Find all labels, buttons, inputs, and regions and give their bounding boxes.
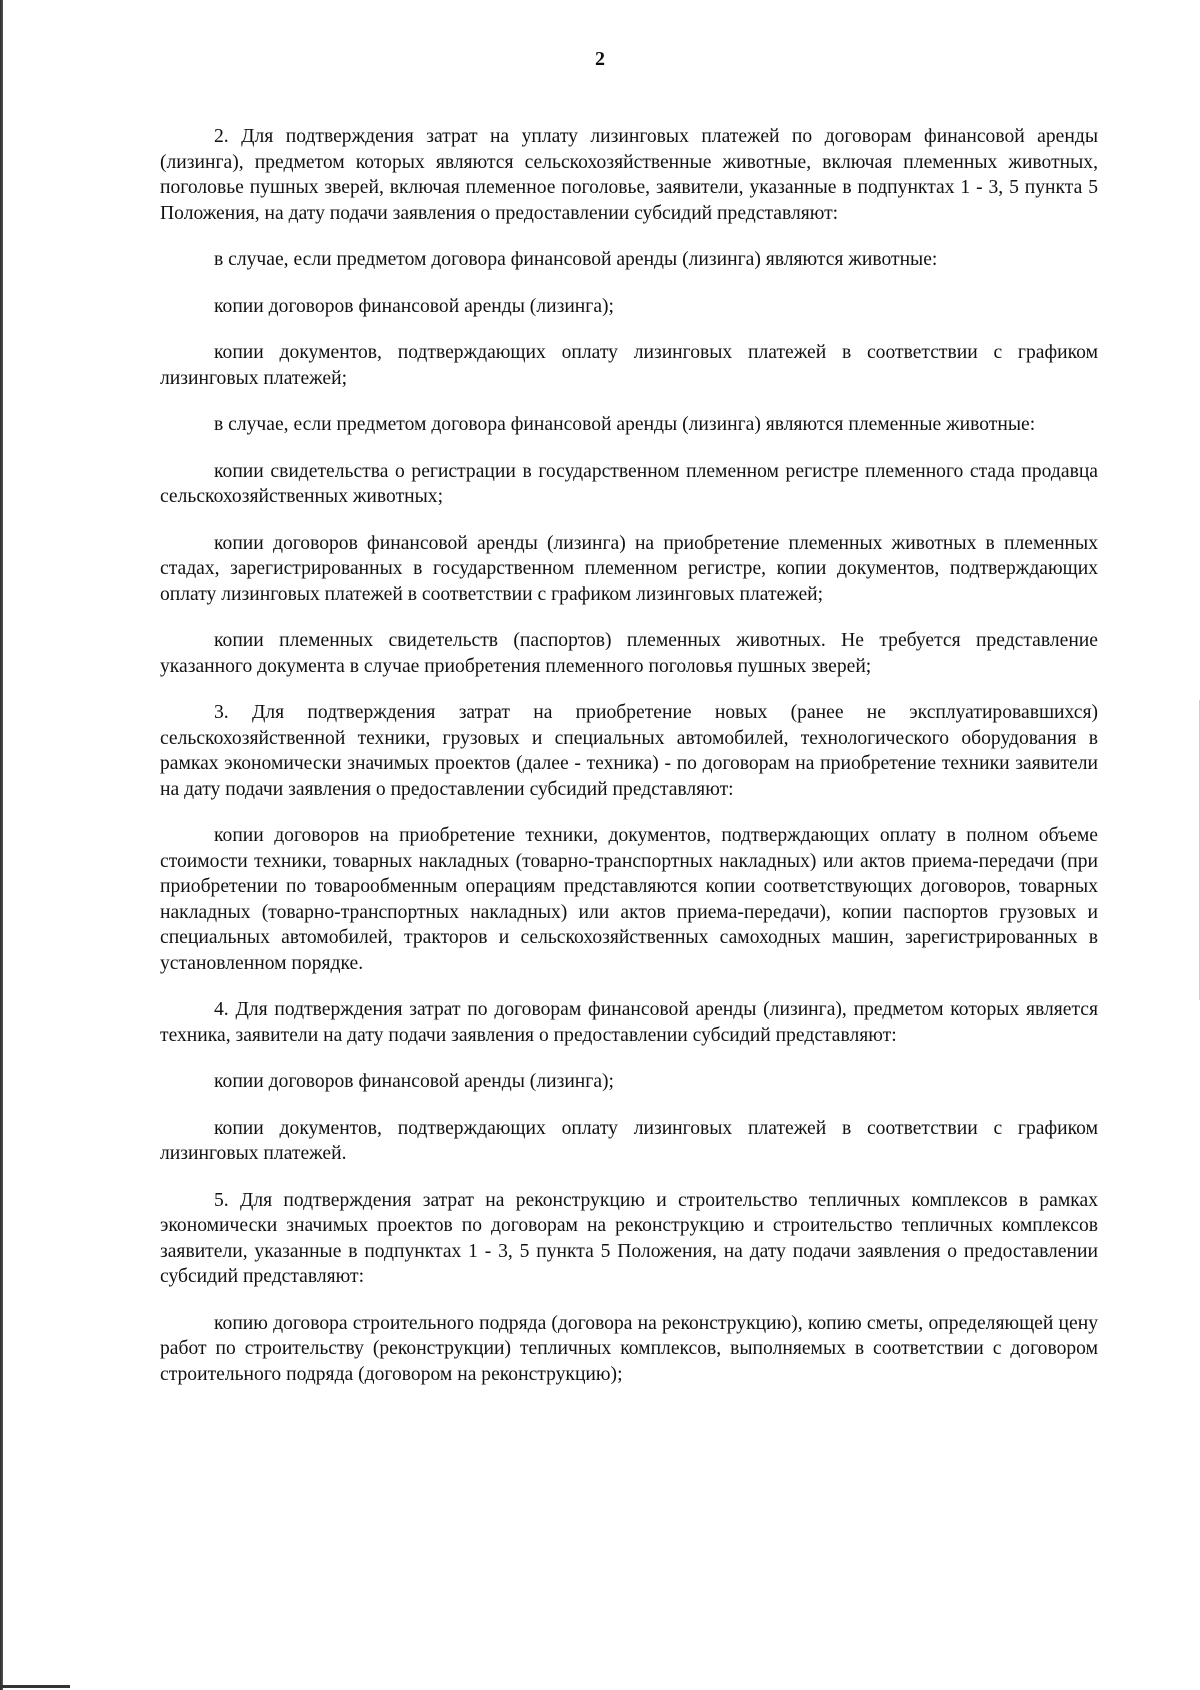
paragraph-breeding-passports: копии племенных свидетельств (паспортов) племенных животных. Не требуется представление указанного документа в случае приобретения племенного поголовья пушных зверей; (160, 630, 1098, 677)
paragraph-3: 3. Для подтверждения затрат на приобретение новых (ранее не эксплуатировавшихся) сельскохозяйственной техники, грузовых и специальных автомобилей, технологического оборудования в рамках экономически значимых проектов (далее - техника) - по договорам на приобретение техники заявители на дату подачи заявления о предоставлении субсидий представляют: (160, 702, 1098, 800)
page-number: 2 (595, 48, 605, 70)
paragraph-animals-case: в случае, если предметом договора финансовой аренды (лизинга) являются животные: (214, 249, 938, 270)
paragraph-4: 4. Для подтверждения затрат по договорам финансовой аренды (лизинга), предметом которых является техника, заявители на дату подачи заявления о предоставлении субсидий представляют: (160, 999, 1098, 1046)
paragraph-leasing-contracts: копии договоров финансовой аренды (лизинга); (214, 295, 614, 317)
paragraph-payment-documents: копии документов, подтверждающих оплату лизинговых платежей в соответствии с графиком лизинговых платежей; (160, 342, 1098, 389)
paragraph-equipment-documents: копии договоров на приобретение техники, документов, подтверждающих оплату в полном объеме стоимости техники, товарных накладных (товарно-транспортных накладных) или актов приема-передачи (при приобретении по товарообменным операциям представляются копии соответствующих договоров, товарных накладных (товарно-транспортных накладных) или актов приема-передачи), копии паспортов грузовых и специальных автомобилей, тракторов и сельскохозяйственных самоходных машин, зарегистрированных в установленном порядке. (160, 825, 1098, 974)
paragraph-equipment-leasing-contracts: копии договоров финансовой аренды (лизинга); (214, 1071, 614, 1092)
paragraph-equipment-payment-documents: копии документов, подтверждающих оплату лизинговых платежей в соответствии с графиком лизинговых платежей. (160, 1117, 1098, 1164)
paragraph-breeding-leasing-contracts: копии договоров финансовой аренды (лизинга) на приобретение племенных животных в племенных стадах, зарегистрированных в государственном племенном регистре, копии документов, подтверждающих оплату лизинговых платежей в соответствии с графиком лизинговых платежей; (160, 532, 1098, 605)
scan-edge (0, 0, 3, 1690)
document-body (160, 124, 1098, 1387)
scan-footer-line (0, 1685, 70, 1688)
paragraph-registration-certificate: копии свидетельства о регистрации в государственном племенном регистре племенного стада продавца сельскохозяйственных животных; (160, 460, 1098, 507)
paragraph-construction-contract: копию договора строительного подряда (договора на реконструкцию), копию сметы, определяющей цену работ по строительству (реконструкции) тепличных комплексов, выполняемых в соответствии с договором строительного подряда (договором на реконструкцию); (160, 1312, 1098, 1385)
paragraph-2: 2. Для подтверждения затрат на уплату лизинговых платежей по договорам финансовой аренды (лизинга), предметом которых являются сельскохозяйственные животные, включая племенных животных, поголовье пушных зверей, включая племенное поголовье, заявители, указанные в подпунктах 1 - 3, 5 пункта 5 Положения, на дату подачи заявления о предоставлении субсидий представляют: (160, 126, 1098, 224)
paragraph-5: 5. Для подтверждения затрат на реконструкцию и строительство тепличных комплексов в рамках экономически значимых проектов по договорам на реконструкцию и строительство тепличных комплексов заявители, указанные в подпунктах 1 - 3, 5 пункта 5 Положения, на дату подачи заявления о предоставлении субсидий представляют: (160, 1189, 1098, 1287)
paragraph-breeding-animals-case: в случае, если предметом договора финансовой аренды (лизинга) являются племенные животные: (214, 414, 1036, 435)
